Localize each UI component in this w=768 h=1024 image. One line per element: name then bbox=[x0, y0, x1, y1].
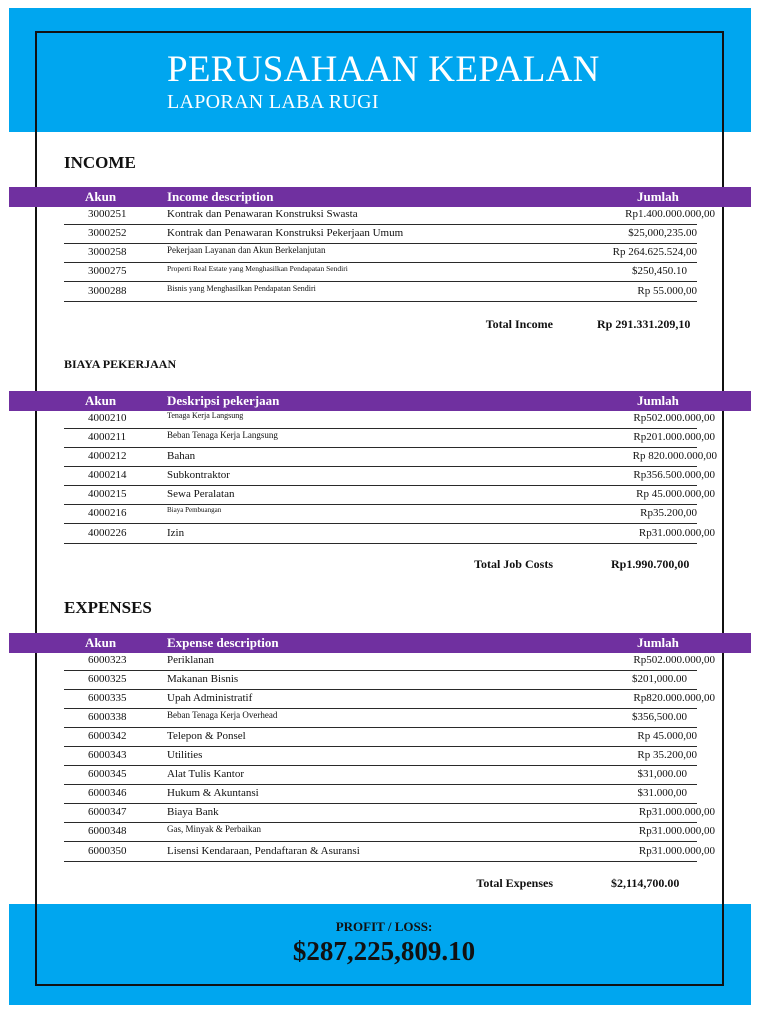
job-col-desc: Deskripsi pekerjaan bbox=[167, 393, 280, 408]
table-row bbox=[64, 747, 697, 766]
table-row bbox=[64, 448, 717, 467]
company-title: PERUSAHAAN KEPALAN bbox=[167, 49, 600, 90]
total-income-label: Total Income bbox=[485, 317, 553, 331]
row-desc: Tenaga Kerja Langsung bbox=[167, 411, 244, 420]
table-row bbox=[64, 505, 697, 524]
row-amount: Rp35.200,00 bbox=[640, 507, 697, 519]
row-code: 3000252 bbox=[88, 227, 127, 239]
profit-loss-label: PROFIT / LOSS: bbox=[335, 919, 433, 934]
row-desc: Makanan Bisnis bbox=[167, 673, 239, 685]
income-heading: INCOME bbox=[64, 153, 136, 172]
income-col-desc: Income description bbox=[167, 189, 274, 204]
row-desc: Upah Administratif bbox=[167, 692, 253, 704]
row-code: 6000343 bbox=[88, 749, 127, 761]
row-desc: Hukum & Akuntansi bbox=[167, 787, 259, 799]
row-code: 3000251 bbox=[88, 208, 127, 220]
table-row bbox=[64, 766, 697, 785]
table-row bbox=[64, 263, 697, 282]
row-desc: Telepon & Ponsel bbox=[167, 730, 246, 742]
row-amount: Rp31.000.000,00 bbox=[638, 806, 715, 818]
table-row bbox=[64, 410, 715, 429]
row-amount: Rp31.000.000,00 bbox=[638, 845, 715, 857]
table-row bbox=[64, 804, 715, 823]
expenses-table-header bbox=[9, 633, 751, 653]
row-amount: Rp31.000.000,00 bbox=[638, 527, 715, 539]
table-row bbox=[64, 525, 715, 544]
row-code: 6000325 bbox=[88, 673, 127, 685]
row-amount: $201,000.00 bbox=[632, 673, 687, 685]
table-row bbox=[64, 728, 697, 747]
table-row bbox=[64, 823, 715, 842]
row-desc: Izin bbox=[167, 527, 185, 539]
expense-col-akun: Akun bbox=[85, 635, 117, 650]
row-code: 6000323 bbox=[88, 654, 127, 666]
expense-col-desc: Expense description bbox=[167, 635, 279, 650]
row-code: 4000210 bbox=[88, 412, 127, 424]
row-code: 6000345 bbox=[88, 768, 127, 780]
row-amount: Rp31.000.000,00 bbox=[638, 825, 715, 837]
row-amount: Rp201.000.000,00 bbox=[633, 431, 715, 443]
row-amount: $250,450.10 bbox=[632, 265, 687, 277]
row-amount: Rp1.400.000.000,00 bbox=[625, 208, 715, 220]
row-amount: Rp820.000.000,00 bbox=[633, 692, 715, 704]
job-col-akun: Akun bbox=[85, 393, 117, 408]
row-amount: $31.000,00 bbox=[637, 787, 687, 799]
row-desc: Subkontraktor bbox=[167, 469, 230, 481]
expenses-heading: EXPENSES bbox=[64, 598, 152, 617]
total-job-costs-label: Total Job Costs bbox=[474, 557, 553, 571]
row-amount: $31,000.00 bbox=[637, 768, 687, 780]
table-row bbox=[64, 690, 715, 709]
row-amount: Rp 820.000.000,00 bbox=[632, 450, 717, 462]
row-amount: Rp502.000.000,00 bbox=[633, 412, 715, 424]
row-code: 3000275 bbox=[88, 265, 127, 277]
row-code: 6000347 bbox=[88, 806, 127, 818]
row-desc: Bisnis yang Menghasilkan Pendapatan Sendiri bbox=[167, 284, 316, 293]
income-col-akun: Akun bbox=[85, 189, 117, 204]
table-row bbox=[64, 785, 697, 804]
row-code: 6000346 bbox=[88, 787, 127, 799]
row-desc: Beban Tenaga Kerja Langsung bbox=[167, 430, 278, 440]
row-amount: Rp 45.000,00 bbox=[637, 730, 697, 742]
row-code: 6000335 bbox=[88, 692, 127, 704]
row-desc: Biaya Bank bbox=[167, 806, 219, 818]
row-desc: Gas, Minyak & Perbaikan bbox=[167, 824, 261, 834]
row-desc: Alat Tulis Kantor bbox=[167, 768, 245, 780]
row-desc: Properti Real Estate yang Menghasilkan Pendapatan Sendiri bbox=[167, 264, 348, 273]
row-desc: Biaya Pembuangan bbox=[167, 506, 222, 514]
job-costs-table-header bbox=[9, 391, 751, 411]
row-code: 3000288 bbox=[88, 285, 127, 297]
row-code: 6000350 bbox=[88, 845, 127, 857]
table-row bbox=[64, 652, 715, 671]
table-row bbox=[64, 429, 715, 448]
row-desc: Bahan bbox=[167, 450, 196, 462]
table-row bbox=[64, 671, 697, 690]
expense-col-jumlah: Jumlah bbox=[637, 635, 679, 650]
job-costs-heading: BIAYA PEKERJAAN bbox=[64, 357, 177, 371]
table-row bbox=[64, 467, 715, 486]
row-code: 4000215 bbox=[88, 488, 127, 500]
row-code: 6000348 bbox=[88, 825, 127, 837]
row-code: 6000338 bbox=[88, 711, 127, 723]
row-desc: Kontrak dan Penawaran Konstruksi Swasta bbox=[167, 208, 358, 220]
row-desc: Utilities bbox=[167, 749, 203, 761]
total-income-value: Rp 291.331.209,10 bbox=[597, 317, 691, 331]
report-subtitle: LAPORAN LABA RUGI bbox=[167, 91, 379, 113]
row-amount: $356,500.00 bbox=[632, 711, 687, 723]
row-code: 4000214 bbox=[88, 469, 127, 481]
row-code: 6000342 bbox=[88, 730, 127, 742]
table-row bbox=[64, 709, 697, 728]
total-expenses-value: $2,114,700.00 bbox=[611, 876, 680, 890]
row-desc: Kontrak dan Penawaran Konstruksi Pekerjaan Umum bbox=[167, 227, 404, 239]
row-code: 3000258 bbox=[88, 246, 127, 258]
row-amount: Rp 55.000,00 bbox=[637, 285, 697, 297]
row-desc: Sewa Peralatan bbox=[167, 488, 235, 500]
job-col-jumlah: Jumlah bbox=[637, 393, 679, 408]
row-desc: Periklanan bbox=[167, 654, 215, 666]
table-row bbox=[64, 283, 697, 302]
row-desc: Beban Tenaga Kerja Overhead bbox=[167, 710, 278, 720]
row-amount: Rp 45.000.000,00 bbox=[636, 488, 715, 500]
table-row bbox=[64, 486, 715, 505]
row-code: 4000212 bbox=[88, 450, 127, 462]
total-expenses-label: Total Expenses bbox=[476, 876, 553, 890]
table-row bbox=[64, 225, 697, 244]
row-code: 4000216 bbox=[88, 507, 127, 519]
income-table-header bbox=[9, 187, 751, 207]
total-job-costs-value: Rp1.990.700,00 bbox=[611, 557, 690, 571]
row-amount: Rp 264.625.524,00 bbox=[612, 246, 697, 258]
row-desc: Lisensi Kendaraan, Pendaftaran & Asuransi bbox=[167, 845, 360, 857]
row-code: 4000226 bbox=[88, 527, 127, 539]
row-amount: Rp502.000.000,00 bbox=[633, 654, 715, 666]
row-desc: Pekerjaan Layanan dan Akun Berkelanjutan bbox=[167, 245, 326, 255]
profit-loss-value: $287,225,809.10 bbox=[292, 936, 476, 966]
row-code: 4000211 bbox=[88, 431, 127, 443]
income-col-jumlah: Jumlah bbox=[637, 189, 679, 204]
row-amount: Rp 35.200,00 bbox=[637, 749, 697, 761]
table-row bbox=[64, 206, 715, 225]
row-amount: Rp356.500.000,00 bbox=[633, 469, 715, 481]
table-row bbox=[64, 843, 715, 862]
row-amount: $25,000,235.00 bbox=[628, 227, 697, 239]
table-row bbox=[64, 244, 697, 263]
